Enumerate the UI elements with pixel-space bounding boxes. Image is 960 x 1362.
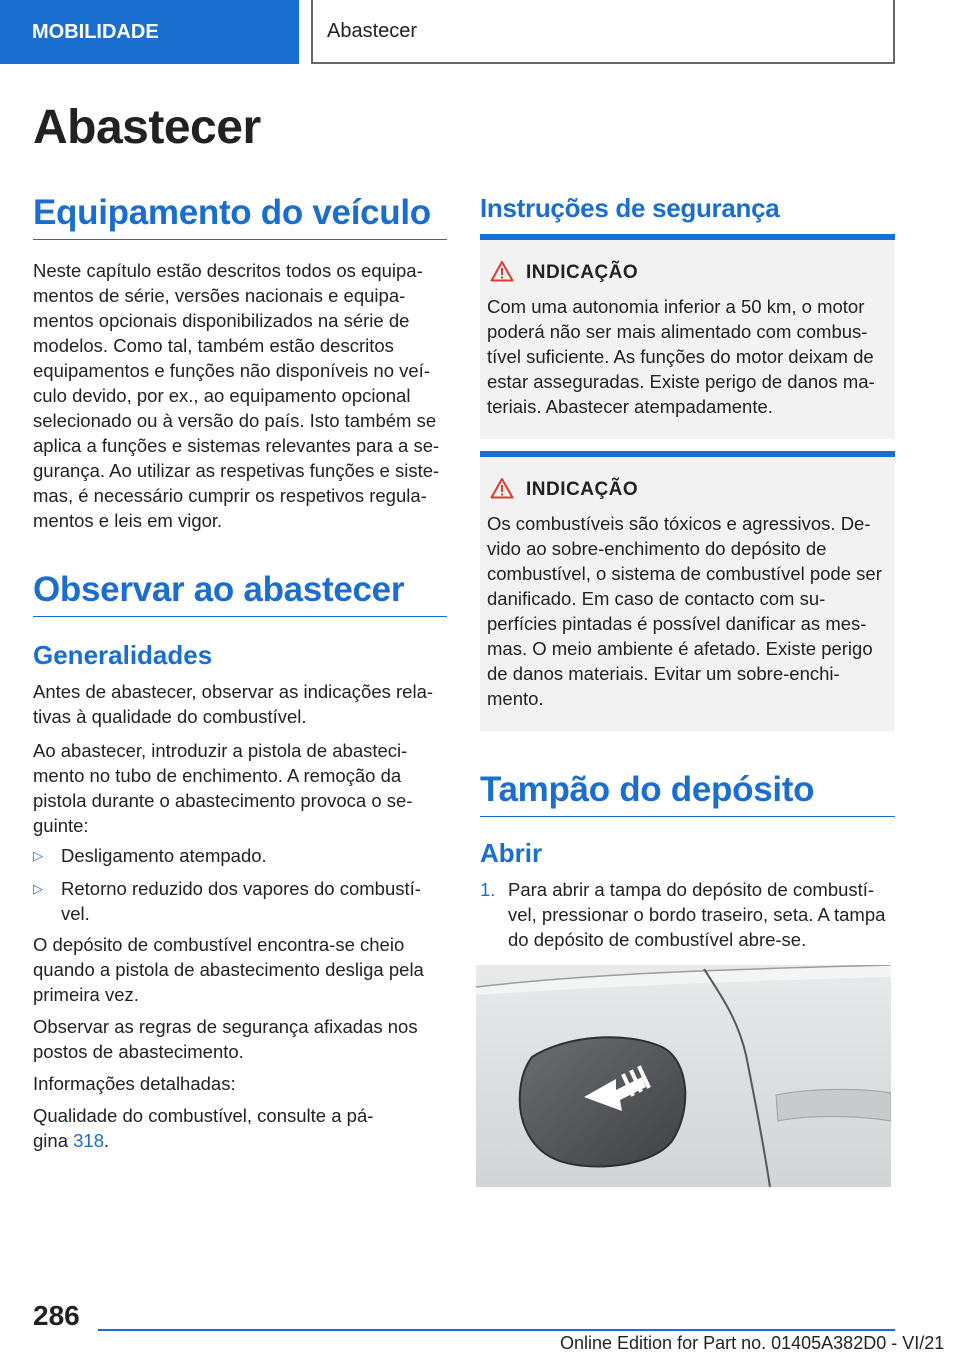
paragraph-cross-reference: Qualidade do combustível, consulte a pá- gina 318. xyxy=(33,1105,374,1151)
running-header xyxy=(311,0,895,64)
warning-box xyxy=(480,234,895,439)
fuel-flap-drawing xyxy=(476,965,891,1187)
heading-vehicle-equipment: Equipamento do veículo xyxy=(33,193,447,240)
paragraph-fuel-quality: Antes de abastecer, observar as indicações rela-tivas à qualidade do combustível. xyxy=(33,681,434,727)
warning-title: INDICAÇÃO xyxy=(526,479,639,500)
heading-safety-instructions: Instruções de segurança xyxy=(480,193,780,223)
bullet-text: Desligamento atempado. xyxy=(61,845,267,866)
chapter-title: Abastecer xyxy=(33,101,261,154)
list-item xyxy=(33,843,447,868)
running-header-title: Abastecer xyxy=(327,19,418,42)
step-text: Para abrir a tampa do depósito de combustí-vel, pressionar o bordo traseiro, seta. A tampa do depósito de combustível abre-se. xyxy=(508,879,886,950)
heading-observe-refuel: Observar ao abastecer xyxy=(33,570,447,617)
section-tab xyxy=(0,0,299,64)
equipment-paragraph: Neste capítulo estão descritos todos os equipa-mentos de série, versões nacionais e equipa-mentos opcionais disponibilizados na série de modelos. Como tal, também estão descritos equipamentos e funções não disponíveis no veí-culo devido, por ex., ao equipamento opcional selecionado ou à versão do país. Isto também se aplica a funções e sistemas relevantes para a se-gurança. Ao utilizar as respetivas funções e siste-mas, é necessário cumprir os respetivos regula-mentos e leis em vigor. xyxy=(33,260,440,531)
paragraph-tank-full: O depósito de combustível encontra-se cheio quando a pistola de abastecimento desliga pela primeira vez. xyxy=(33,934,424,1005)
warning-box xyxy=(480,451,895,731)
warning-title: INDICAÇÃO xyxy=(526,262,639,283)
page-number: 286 xyxy=(33,1300,80,1331)
bullet-marker-icon: ▷ xyxy=(33,881,43,896)
section-label: MOBILIDADE xyxy=(32,20,159,43)
warning-text: Com uma autonomia inferior a 50 km, o motor poderá não ser mais alimentado com combus-tível suficiente. As funções do motor deixam de estar asseguradas. Existe perigo de danos ma-teriais. Abastecer atempadamente. xyxy=(487,296,875,417)
warning-text: Os combustíveis são tóxicos e agressivos. De-vido ao sobre-enchimento do depósito de combustível, o sistema de combustível pode ser danificado. Em caso de contacto com su-perfícies pintadas é possível danificar as mes-mas. O meio ambiente é afetado. Existe perigo de danos materiais. Evitar um sobre-enchi-mento. xyxy=(487,513,882,709)
paragraph-safety-rules: Observar as regras de segurança afixadas nos postos de abastecimento. xyxy=(33,1016,418,1062)
heading-open: Abrir xyxy=(480,838,543,868)
footer-divider xyxy=(98,1329,895,1331)
fuel-flap-illustration xyxy=(476,965,891,1187)
step-number: 1. xyxy=(480,879,496,900)
heading-fuel-cap: Tampão do depósito xyxy=(480,770,895,817)
heading-general: Generalidades xyxy=(33,640,213,670)
warning-triangle-icon xyxy=(490,260,514,282)
bullet-text: Retorno reduzido dos vapores do combustí-vel. xyxy=(61,878,421,924)
page-link-318[interactable]: 318 xyxy=(73,1130,104,1151)
paragraph-details-label: Informações detalhadas: xyxy=(33,1073,236,1094)
paragraph-nozzle: Ao abastecer, introduzir a pistola de abasteci-mento no tubo de enchimento. A remoção da pistola durante o abastecimento provoca o se-guinte: xyxy=(33,740,413,836)
bullet-marker-icon: ▷ xyxy=(33,848,43,863)
warning-triangle-icon xyxy=(490,477,514,499)
list-item xyxy=(33,876,447,926)
